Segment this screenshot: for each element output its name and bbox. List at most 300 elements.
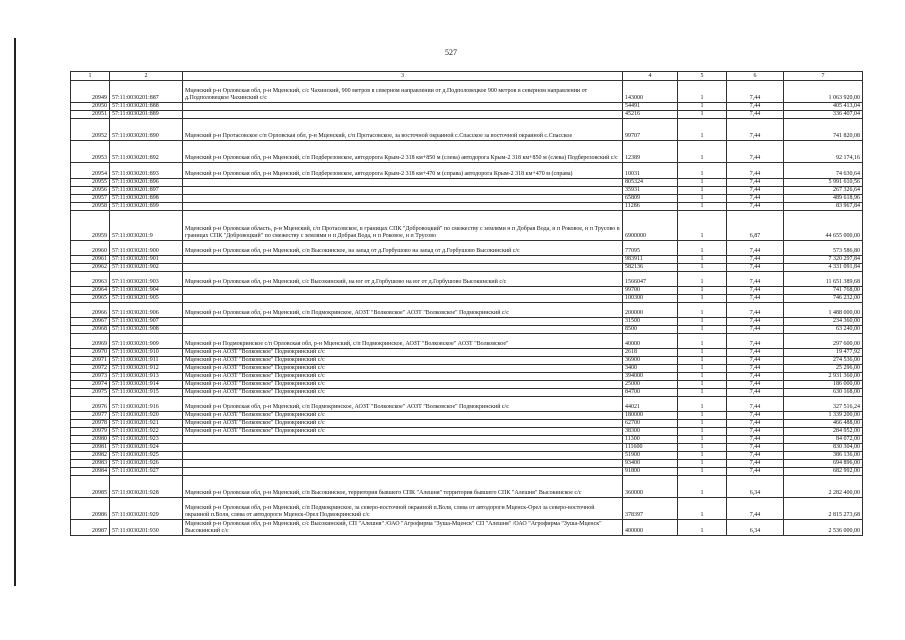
row-number: 20952 <box>71 119 110 141</box>
area-value: 11286 <box>623 203 678 211</box>
table-row <box>71 476 863 498</box>
area-value: 84700 <box>623 389 678 397</box>
table-row <box>71 452 863 460</box>
row-number: 20951 <box>71 111 110 119</box>
quantity-value: 1 <box>678 103 727 111</box>
area-value: 91800 <box>623 468 678 476</box>
row-number: 20955 <box>71 179 110 187</box>
row-number: 20964 <box>71 287 110 295</box>
rate-value: 7,44 <box>727 381 784 389</box>
quantity-value: 1 <box>678 420 727 428</box>
quantity-value: 1 <box>678 498 727 520</box>
cadastral-value: 630 168,00 <box>784 389 863 397</box>
location-description <box>183 444 623 452</box>
area-value: 99700 <box>623 287 678 295</box>
binder-margin-line <box>14 38 16 586</box>
cadastral-number: 57:11:0030201:924 <box>110 444 183 452</box>
rate-value: 7,44 <box>727 295 784 303</box>
table-row <box>71 444 863 452</box>
location-description <box>183 264 623 272</box>
area-value: 65809 <box>623 195 678 203</box>
location-description <box>183 287 623 295</box>
cadastral-number: 57:11:0030201:906 <box>110 303 183 318</box>
area-value: 10031 <box>623 163 678 179</box>
row-number: 20963 <box>71 272 110 287</box>
quantity-value: 1 <box>678 211 727 241</box>
cadastral-number: 57:11:0030201:913 <box>110 373 183 381</box>
rate-value: 7,44 <box>727 318 784 326</box>
table-row <box>71 412 863 420</box>
location-description: Мценский р-н Орловская обл, р-н Мценский, с/с Высокинский, СП "Алешня" /ОАО "Агрофирма "Зуша-Мценск" СП "Алешня" /ОАО "Агрофирма "Зуша-Мценск" Высокинский с/с <box>183 520 623 536</box>
area-value: 3400 <box>623 365 678 373</box>
rate-value: 7,44 <box>727 287 784 295</box>
area-value: 99707 <box>623 119 678 141</box>
rate-value: 7,44 <box>727 365 784 373</box>
cadastral-number: 57:11:0030201:915 <box>110 389 183 397</box>
quantity-value: 1 <box>678 241 727 256</box>
table-row <box>71 460 863 468</box>
area-value: 6900000 <box>623 211 678 241</box>
rate-value: 7,44 <box>727 141 784 163</box>
rate-value: 7,44 <box>727 256 784 264</box>
area-value: 12389 <box>623 141 678 163</box>
rate-value: 7,44 <box>727 119 784 141</box>
rate-value: 7,44 <box>727 397 784 412</box>
quantity-value: 1 <box>678 468 727 476</box>
area-value: 25000 <box>623 381 678 389</box>
table-row <box>71 334 863 349</box>
location-description: Мценский р-н Орловская обл, р-н Мценский, с/с Чахинский, 900 метров в северном направлении от д.Подполовецкое 900 метров в северном направлении от д.Подполовецкое Чахинский с/с <box>183 81 623 103</box>
location-description: Мценский р-н АОЗТ "Волковское" Подмокринский с/с <box>183 420 623 428</box>
cadastral-number: 57:11:0030201:904 <box>110 287 183 295</box>
area-value: 394000 <box>623 373 678 381</box>
cadastral-number: 57:11:0030201:914 <box>110 381 183 389</box>
row-number: 20953 <box>71 141 110 163</box>
quantity-value: 1 <box>678 436 727 444</box>
location-description <box>183 318 623 326</box>
cadastral-number: 57:11:0030201:903 <box>110 272 183 287</box>
row-number: 20970 <box>71 349 110 357</box>
cadastral-number: 57:11:0030201:907 <box>110 318 183 326</box>
cadastral-number: 57:11:0030201:888 <box>110 103 183 111</box>
quantity-value: 1 <box>678 452 727 460</box>
cadastral-value: 63 240,00 <box>784 326 863 334</box>
quantity-value: 1 <box>678 381 727 389</box>
cadastral-value: 4 331 091,84 <box>784 264 863 272</box>
quantity-value: 1 <box>678 412 727 420</box>
rate-value: 7,44 <box>727 452 784 460</box>
cadastral-value: 682 992,00 <box>784 468 863 476</box>
cadastral-number: 57:11:0030201:905 <box>110 295 183 303</box>
quantity-value: 1 <box>678 428 727 436</box>
cadastral-number: 57:11:0030201:900 <box>110 241 183 256</box>
quantity-value: 1 <box>678 373 727 381</box>
area-value: 77095 <box>623 241 678 256</box>
area-value: 31500 <box>623 318 678 326</box>
table-row <box>71 203 863 211</box>
cadastral-value: 186 000,00 <box>784 381 863 389</box>
cadastral-value: 2 282 400,00 <box>784 476 863 498</box>
cadastral-value: 267 326,64 <box>784 187 863 195</box>
row-number: 20977 <box>71 412 110 420</box>
cadastral-value: 466 488,00 <box>784 420 863 428</box>
row-number: 20980 <box>71 436 110 444</box>
row-number: 20967 <box>71 318 110 326</box>
rate-value: 7,44 <box>727 187 784 195</box>
row-number: 20960 <box>71 241 110 256</box>
cadastral-value: 5 991 610,56 <box>784 179 863 187</box>
rate-value: 7,44 <box>727 349 784 357</box>
area-value: 51900 <box>623 452 678 460</box>
rate-value: 7,44 <box>727 436 784 444</box>
rate-value: 7,44 <box>727 428 784 436</box>
area-value: 983911 <box>623 256 678 264</box>
cadastral-number: 57:11:0030201:889 <box>110 111 183 119</box>
rate-value: 7,44 <box>727 389 784 397</box>
table-row <box>71 428 863 436</box>
location-description: Мценский р-н Орловская обл, р-н Мценский, с/п Подберезовское, автодорога Крым-2 318 км+850 м (слева) автодорога Крым-2 318 км+850 м (слева) Подберезовский с/с <box>183 141 623 163</box>
row-number: 20987 <box>71 520 110 536</box>
row-number: 20975 <box>71 389 110 397</box>
table-row <box>71 103 863 111</box>
table-row <box>71 357 863 365</box>
quantity-value: 1 <box>678 272 727 287</box>
location-description: Мценский р-н АОЗТ "Волковское" Подмокринский с/с <box>183 389 623 397</box>
table-row <box>71 272 863 287</box>
cadastral-value: 1 339 200,00 <box>784 412 863 420</box>
rate-value: 6,34 <box>727 520 784 536</box>
table-row <box>71 498 863 520</box>
quantity-value: 1 <box>678 119 727 141</box>
cadastral-number: 57:11:0030201:927 <box>110 468 183 476</box>
table-row <box>71 520 863 536</box>
cadastral-number: 57:11:0030201:925 <box>110 452 183 460</box>
row-number: 20968 <box>71 326 110 334</box>
cadastral-value: 694 896,00 <box>784 460 863 468</box>
quantity-value: 1 <box>678 318 727 326</box>
cadastral-number: 57:11:0030201:890 <box>110 119 183 141</box>
cadastral-value: 274 536,00 <box>784 357 863 365</box>
cadastral-number: 57:11:0030201:926 <box>110 460 183 468</box>
quantity-value: 1 <box>678 295 727 303</box>
cadastral-number: 57:11:0030201:911 <box>110 357 183 365</box>
quantity-value: 1 <box>678 203 727 211</box>
col-header-4: 4 <box>623 72 678 81</box>
table-row <box>71 295 863 303</box>
area-value: 62700 <box>623 420 678 428</box>
cadastral-number: 57:11:0030201:898 <box>110 195 183 203</box>
table-row <box>71 389 863 397</box>
table-row <box>71 349 863 357</box>
table-row <box>71 326 863 334</box>
location-description: Мценский р-н Орловская обл, р-н Мценский, с/п Высокинское, территория бывшего СПК "Алешня" территория бывшего СПК "Алешня" Высокинское с/с <box>183 476 623 498</box>
location-description: Мценский р-н Орловская обл, р-н Мценский, с/п Подберезовское, автодорога Крым-2 318 км+470 м (справа) автодорога Крым-2 318 км+470 м (справа) <box>183 163 623 179</box>
rate-value: 7,44 <box>727 412 784 420</box>
cadastral-value: 1 063 920,00 <box>784 81 863 103</box>
location-description <box>183 326 623 334</box>
location-description <box>183 256 623 264</box>
rate-value: 7,44 <box>727 195 784 203</box>
location-description <box>183 187 623 195</box>
cadastral-value: 297 600,00 <box>784 334 863 349</box>
row-number: 20983 <box>71 460 110 468</box>
table-row <box>71 111 863 119</box>
table-row <box>71 287 863 295</box>
location-description: Мценский р-н АОЗТ "Волковское" Подмокринский с/с <box>183 412 623 420</box>
row-number: 20971 <box>71 357 110 365</box>
table-row <box>71 119 863 141</box>
row-number: 20979 <box>71 428 110 436</box>
cadastral-value: 11 651 389,68 <box>784 272 863 287</box>
rate-value: 7,44 <box>727 498 784 520</box>
page-number: 527 <box>445 48 457 57</box>
row-number: 20976 <box>71 397 110 412</box>
cadastral-value: 327 516,24 <box>784 397 863 412</box>
area-value: 36900 <box>623 357 678 365</box>
cadastral-number: 57:11:0030201:9 <box>110 211 183 241</box>
cadastral-value: 83 967,84 <box>784 203 863 211</box>
table-row <box>71 420 863 428</box>
rate-value: 7,44 <box>727 468 784 476</box>
cadastral-value: 284 952,00 <box>784 428 863 436</box>
row-number: 20973 <box>71 373 110 381</box>
col-header-7: 7 <box>784 72 863 81</box>
row-number: 20978 <box>71 420 110 428</box>
cadastral-value: 44 655 000,00 <box>784 211 863 241</box>
quantity-value: 1 <box>678 264 727 272</box>
table-row <box>71 318 863 326</box>
table-row <box>71 195 863 203</box>
col-header-2: 2 <box>110 72 183 81</box>
location-description: Мценский р-н Орловская обл, р-н Мценский, с/п Подмокринское, АОЗТ "Волковское" АОЗТ "Волковское" Подмокринский с/с <box>183 397 623 412</box>
quantity-value: 1 <box>678 187 727 195</box>
col-header-5: 5 <box>678 72 727 81</box>
quantity-value: 1 <box>678 397 727 412</box>
cadastral-number: 57:11:0030201:893 <box>110 163 183 179</box>
location-description <box>183 203 623 211</box>
row-number: 20974 <box>71 381 110 389</box>
header-row <box>71 72 863 81</box>
row-number: 20957 <box>71 195 110 203</box>
area-value: 44021 <box>623 397 678 412</box>
area-value: 180000 <box>623 412 678 420</box>
rate-value: 7,44 <box>727 326 784 334</box>
cadastral-number: 57:11:0030201:899 <box>110 203 183 211</box>
table-row <box>71 397 863 412</box>
quantity-value: 1 <box>678 326 727 334</box>
cadastral-number: 57:11:0030201:908 <box>110 326 183 334</box>
cadastral-value: 386 136,00 <box>784 452 863 460</box>
area-value: 2618 <box>623 349 678 357</box>
location-description: Мценский р-н Орловская область, р-н Мценский, с/п Протасовское, в границах СПК "Добровоцкий" по смежеству с землями н п Добрая Вода, н п Роковое, н п Трусово в границах СПК "Добровоцкий" по смежеству с землями н п Добрая Вода, н п Роковое, н п Трусово <box>183 211 623 241</box>
table-row <box>71 81 863 103</box>
rate-value: 7,44 <box>727 420 784 428</box>
table-row <box>71 436 863 444</box>
rate-value: 7,44 <box>727 203 784 211</box>
cadastral-value: 25 296,00 <box>784 365 863 373</box>
cadastral-value: 830 304,00 <box>784 444 863 452</box>
row-number: 20958 <box>71 203 110 211</box>
register-table <box>70 71 863 536</box>
area-value: 11300 <box>623 436 678 444</box>
location-description: Мценский р-н АОЗТ "Волковское" Подмокринский с/с <box>183 373 623 381</box>
cadastral-number: 57:11:0030201:928 <box>110 476 183 498</box>
area-value: 93400 <box>623 460 678 468</box>
cadastral-number: 57:11:0030201:921 <box>110 420 183 428</box>
location-description <box>183 103 623 111</box>
rate-value: 7,44 <box>727 241 784 256</box>
location-description: Мценский р-н АОЗТ "Волковское" Подмокринский с/с <box>183 357 623 365</box>
table-row <box>71 163 863 179</box>
row-number: 20954 <box>71 163 110 179</box>
quantity-value: 1 <box>678 444 727 452</box>
area-value: 360000 <box>623 476 678 498</box>
col-header-3: 3 <box>183 72 623 81</box>
rate-value: 7,44 <box>727 179 784 187</box>
area-value: 582136 <box>623 264 678 272</box>
cadastral-value: 489 618,96 <box>784 195 863 203</box>
table-row <box>71 241 863 256</box>
location-description <box>183 195 623 203</box>
location-description: Мценский р-н Орловская обл, р-н Мценский, с/п Подмокринское, за северо-восточной окраиной п.Воля, слева от автодороги Мценск-Орел за северо-восточной окраиной п.Воля, слева от автодороги Мценск-Орел Подмокринский с/с <box>183 498 623 520</box>
row-number: 20972 <box>71 365 110 373</box>
row-number: 20965 <box>71 295 110 303</box>
col-header-6: 6 <box>727 72 784 81</box>
cadastral-number: 57:11:0030201:887 <box>110 81 183 103</box>
location-description: Мценский р-н АОЗТ "Волковское" Подмокринский с/с <box>183 428 623 436</box>
quantity-value: 1 <box>678 520 727 536</box>
area-value: 40000 <box>623 334 678 349</box>
rate-value: 7,44 <box>727 373 784 381</box>
rate-value: 7,44 <box>727 81 784 103</box>
row-number: 20981 <box>71 444 110 452</box>
rate-value: 7,44 <box>727 357 784 365</box>
area-value: 400000 <box>623 520 678 536</box>
cadastral-value: 1 488 000,00 <box>784 303 863 318</box>
table-row <box>71 381 863 389</box>
area-value: 38300 <box>623 428 678 436</box>
row-number: 20949 <box>71 81 110 103</box>
location-description: Мценский р-н Орловская обл, р-н Мценский, с/с Высокинский, на юг от д.Горбушово на юг от д.Горбушово Высокинский с/с <box>183 272 623 287</box>
area-value: 45216 <box>623 111 678 119</box>
quantity-value: 1 <box>678 163 727 179</box>
rate-value: 7,44 <box>727 303 784 318</box>
cadastral-number: 57:11:0030201:897 <box>110 187 183 195</box>
location-description: Мценский р-н АОЗТ "Волковское" Подмокринский с/с <box>183 381 623 389</box>
location-description <box>183 468 623 476</box>
table-row <box>71 141 863 163</box>
location-description: Мценский р-н Подмокринское с/п Орловская обл, р-н Мценский, с/п Подмокринское, АОЗТ "Волковское" АОЗТ "Волковское" <box>183 334 623 349</box>
rate-value: 6,34 <box>727 476 784 498</box>
cadastral-number: 57:11:0030201:916 <box>110 397 183 412</box>
rate-value: 7,44 <box>727 111 784 119</box>
quantity-value: 1 <box>678 357 727 365</box>
table-row <box>71 303 863 318</box>
quantity-value: 1 <box>678 81 727 103</box>
row-number: 20959 <box>71 211 110 241</box>
area-value: 100300 <box>623 295 678 303</box>
cadastral-number: 57:11:0030201:923 <box>110 436 183 444</box>
row-number: 20984 <box>71 468 110 476</box>
cadastral-value: 2 536 000,00 <box>784 520 863 536</box>
cadastral-value: 92 174,16 <box>784 141 863 163</box>
rate-value: 7,44 <box>727 334 784 349</box>
row-number: 20986 <box>71 498 110 520</box>
cadastral-number: 57:11:0030201:920 <box>110 412 183 420</box>
rate-value: 7,44 <box>727 264 784 272</box>
cadastral-number: 57:11:0030201:930 <box>110 520 183 536</box>
location-description <box>183 111 623 119</box>
row-number: 20950 <box>71 103 110 111</box>
quantity-value: 1 <box>678 303 727 318</box>
cadastral-number: 57:11:0030201:912 <box>110 365 183 373</box>
area-value: 378397 <box>623 498 678 520</box>
area-value: 8500 <box>623 326 678 334</box>
cadastral-value: 84 072,00 <box>784 436 863 444</box>
location-description: Мценский р-н Орловская обл, р-н Мценский, с/п Высокинское, на запад от д.Горбушово на запад от д.Горбушово Высокинский с/с <box>183 241 623 256</box>
cadastral-value: 746 232,00 <box>784 295 863 303</box>
table-row <box>71 373 863 381</box>
quantity-value: 1 <box>678 476 727 498</box>
rate-value: 6,87 <box>727 211 784 241</box>
table-row <box>71 211 863 241</box>
cadastral-number: 57:11:0030201:922 <box>110 428 183 436</box>
row-number: 20985 <box>71 476 110 498</box>
row-number: 20962 <box>71 264 110 272</box>
quantity-value: 1 <box>678 195 727 203</box>
quantity-value: 1 <box>678 111 727 119</box>
location-description: Мценский р-н Орловская обл, р-н Мценский, с/п Подмокринское, АОЗТ "Волковское" АОЗТ "Волковское" Подмокринский с/с <box>183 303 623 318</box>
table-row <box>71 264 863 272</box>
location-description <box>183 452 623 460</box>
cadastral-value: 405 413,04 <box>784 103 863 111</box>
quantity-value: 1 <box>678 460 727 468</box>
location-description <box>183 460 623 468</box>
area-value: 200000 <box>623 303 678 318</box>
rate-value: 7,44 <box>727 444 784 452</box>
cadastral-value: 2 931 360,00 <box>784 373 863 381</box>
quantity-value: 1 <box>678 179 727 187</box>
location-description <box>183 295 623 303</box>
rate-value: 7,44 <box>727 272 784 287</box>
cadastral-number: 57:11:0030201:929 <box>110 498 183 520</box>
location-description: Мценский р-н АОЗТ "Волковское" Подмокринский с/с <box>183 365 623 373</box>
quantity-value: 1 <box>678 365 727 373</box>
quantity-value: 1 <box>678 256 727 264</box>
cadastral-number: 57:11:0030201:909 <box>110 334 183 349</box>
cadastral-number: 57:11:0030201:892 <box>110 141 183 163</box>
cadastral-value: 19 477,92 <box>784 349 863 357</box>
col-header-1: 1 <box>71 72 110 81</box>
area-value: 143000 <box>623 81 678 103</box>
cadastral-number: 57:11:0030201:896 <box>110 179 183 187</box>
cadastral-number: 57:11:0030201:901 <box>110 256 183 264</box>
area-value: 1566047 <box>623 272 678 287</box>
location-description <box>183 436 623 444</box>
quantity-value: 1 <box>678 334 727 349</box>
cadastral-value: 741 768,00 <box>784 287 863 295</box>
cadastral-value: 573 586,80 <box>784 241 863 256</box>
row-number: 20969 <box>71 334 110 349</box>
row-number: 20956 <box>71 187 110 195</box>
quantity-value: 1 <box>678 389 727 397</box>
location-description <box>183 179 623 187</box>
cadastral-value: 74 630,64 <box>784 163 863 179</box>
row-number: 20966 <box>71 303 110 318</box>
cadastral-number: 57:11:0030201:902 <box>110 264 183 272</box>
cadastral-number: 57:11:0030201:910 <box>110 349 183 357</box>
location-description: Мценский р-н АОЗТ "Волковское" Подмокринский с/с <box>183 349 623 357</box>
